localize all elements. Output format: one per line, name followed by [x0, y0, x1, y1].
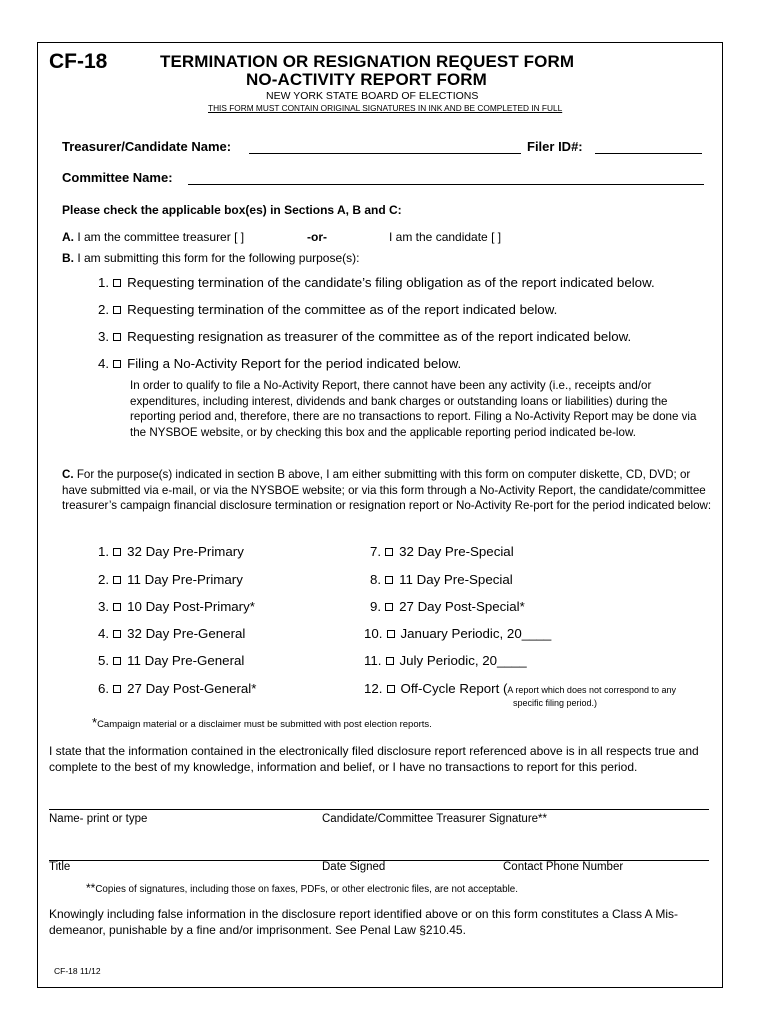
off-cycle-note-line1: A report which does not correspond to any: [507, 685, 677, 695]
copies-marker: **: [86, 881, 96, 895]
footer-form-code: CF-18 11/12: [54, 966, 101, 976]
copies-text: Copies of signatures, including those on faxes, PDFs, or other electronic files, are not acceptable.: [95, 884, 518, 895]
item-label: Requesting termination of the committee as of the report indicated below.: [127, 302, 558, 317]
period-item[interactable]: [370, 572, 513, 587]
item-number: 4.: [98, 356, 110, 371]
item-label: 32 Day Pre-Primary: [127, 544, 244, 559]
no-activity-note: In order to qualify to file a No-Activity Report, there cannot have been any activity (i.e., receipts and/or expenditures, including interest, dividends and bank charges or outstanding loans or liabilities) during the reporting period and, therefore, there are no transactions to report. Filing a No-Activity Report may be done via the NYSBOE website, or by checking this box and the applicable reporting period indicated be-low.: [130, 379, 697, 439]
item-number: 1.: [98, 544, 110, 559]
filer-id-label: Filer ID#:: [527, 139, 583, 154]
item-number: 6.: [98, 681, 110, 696]
checkbox[interactable]: [113, 630, 121, 638]
checkbox[interactable]: [113, 548, 121, 556]
item-label: Off-Cycle Report (: [400, 681, 508, 696]
name-print-label: Name- print or type: [49, 813, 148, 825]
section-a-letter: A.: [62, 230, 74, 244]
item-label: Filing a No-Activity Report for the period indicated below.: [127, 356, 462, 371]
treasurer-name-label: Treasurer/Candidate Name:: [62, 139, 232, 154]
section-a-row: [62, 230, 244, 244]
treasurer-checkbox-label[interactable]: I am the committee treasurer [ ]: [77, 230, 245, 244]
item-number: 3.: [98, 329, 110, 344]
period-item[interactable]: [98, 599, 255, 614]
instructions: Please check the applicable box(es) in Sections A, B and C:: [62, 203, 402, 217]
item-label: January Periodic, 20____: [400, 626, 552, 641]
item-label: July Periodic, 20____: [399, 653, 527, 668]
period-item[interactable]: [364, 653, 527, 668]
purpose-item[interactable]: [98, 356, 461, 371]
form-title-line1: TERMINATION OR RESIGNATION REQUEST FORM: [160, 52, 575, 71]
checkbox[interactable]: [113, 279, 121, 287]
section-c-text: For the purpose(s) indicated in section B above, I am either submitting with this form on computer diskette, CD, DVD; or have submitted via e-mail, or via the NYSBOE website; or via this form through a No-Activity Report, the candidate/committee treasurer’s campaign financial disclosure termination or resignation report or No-Activity Re-port for the period indicated below:: [62, 468, 712, 512]
checkbox[interactable]: [387, 685, 395, 693]
item-number: 11.: [364, 653, 382, 668]
period-item[interactable]: [370, 544, 514, 559]
checkbox[interactable]: [113, 333, 121, 341]
section-b-intro-row: [62, 251, 359, 265]
footnote-text: Campaign material or a disclaimer must be submitted with post election reports.: [97, 719, 432, 730]
date-signed-label: Date Signed: [322, 861, 386, 873]
candidate-checkbox-label[interactable]: I am the candidate [ ]: [389, 230, 502, 244]
period-item[interactable]: [364, 681, 676, 696]
section-a-or: -or-: [307, 230, 327, 244]
item-number: 10.: [364, 626, 383, 641]
item-label: Requesting resignation as treasurer of the committee as of the report indicated below.: [127, 329, 632, 344]
agency-name: NEW YORK STATE BOARD OF ELECTIONS: [266, 90, 479, 102]
item-number: 3.: [98, 599, 110, 614]
purpose-item[interactable]: [98, 275, 655, 290]
filer-id-field[interactable]: [595, 153, 702, 154]
item-label: Requesting termination of the candidate’s filing obligation as of the report indicated below.: [127, 275, 655, 290]
footnote-marker: *: [92, 715, 98, 730]
item-label: 11 Day Pre-Special: [399, 572, 513, 587]
item-label: 32 Day Pre-Special: [399, 544, 514, 559]
checkbox[interactable]: [387, 630, 395, 638]
period-item[interactable]: [98, 653, 244, 668]
checkbox[interactable]: [113, 685, 121, 693]
checkbox[interactable]: [113, 576, 121, 584]
section-b-letter: B.: [62, 251, 74, 265]
section-c-letter: C.: [62, 468, 74, 481]
purpose-item[interactable]: [98, 329, 631, 344]
signature-label: Candidate/Committee Treasurer Signature**: [322, 813, 548, 825]
section-c-paragraph: [62, 467, 712, 514]
period-item[interactable]: [370, 599, 525, 614]
item-number: 2.: [98, 302, 110, 317]
post-election-footnote: [92, 715, 432, 730]
purpose-item[interactable]: [98, 302, 557, 317]
form-title-line2: NO-ACTIVITY REPORT FORM: [246, 70, 487, 89]
penal-warning: Knowingly including false information in the disclosure report identified above or on this form constitutes a Class A Mis-demeanor, punishable by a fine and/or imprisonment. See Penal Law §210.45.: [49, 907, 678, 937]
item-label: 27 Day Post-Special*: [399, 599, 525, 614]
item-number: 2.: [98, 572, 110, 587]
checkbox[interactable]: [113, 306, 121, 314]
item-label: 32 Day Pre-General: [127, 626, 246, 641]
item-number: 8.: [370, 572, 382, 587]
signature-notice: THIS FORM MUST CONTAIN ORIGINAL SIGNATURES IN INK AND BE COMPLETED IN FULL: [208, 103, 563, 113]
title-label: Title: [49, 861, 71, 873]
checkbox[interactable]: [385, 548, 393, 556]
item-label: 10 Day Post-Primary*: [127, 599, 255, 614]
item-number: 12.: [364, 681, 383, 696]
checkbox[interactable]: [113, 360, 121, 368]
item-number: 9.: [370, 599, 382, 614]
copies-note: [86, 881, 518, 895]
treasurer-name-field[interactable]: [249, 153, 521, 154]
item-number: 7.: [370, 544, 382, 559]
checkbox[interactable]: [113, 657, 121, 665]
item-number: 4.: [98, 626, 110, 641]
committee-name-field[interactable]: [188, 184, 704, 185]
checkbox[interactable]: [385, 576, 393, 584]
item-label: 11 Day Pre-General: [127, 653, 245, 668]
period-item[interactable]: [98, 681, 256, 696]
contact-phone-label: Contact Phone Number: [503, 861, 624, 873]
period-item[interactable]: [98, 572, 243, 587]
form-code: CF-18: [49, 50, 108, 73]
item-number: 5.: [98, 653, 110, 668]
name-signature-line[interactable]: [49, 809, 709, 810]
checkbox[interactable]: [386, 657, 394, 665]
item-label: 27 Day Post-General*: [127, 681, 257, 696]
section-b-intro: I am submitting this form for the following purpose(s):: [77, 251, 360, 265]
item-number: 1.: [98, 275, 110, 290]
checkbox[interactable]: [113, 603, 121, 611]
period-item[interactable]: [364, 626, 551, 641]
committee-name-label: Committee Name:: [62, 170, 173, 185]
checkbox[interactable]: [385, 603, 393, 611]
certification-statement: I state that the information contained in the electronically filed disclosure report referenced above is in all respects true and complete to the best of my knowledge, information and belief, or I have no transactions to report for this period.: [49, 744, 699, 774]
off-cycle-note-line2: specific filing period.): [513, 698, 598, 708]
period-item[interactable]: [98, 626, 245, 641]
item-label: 11 Day Pre-Primary: [127, 572, 243, 587]
period-item[interactable]: [98, 544, 244, 559]
